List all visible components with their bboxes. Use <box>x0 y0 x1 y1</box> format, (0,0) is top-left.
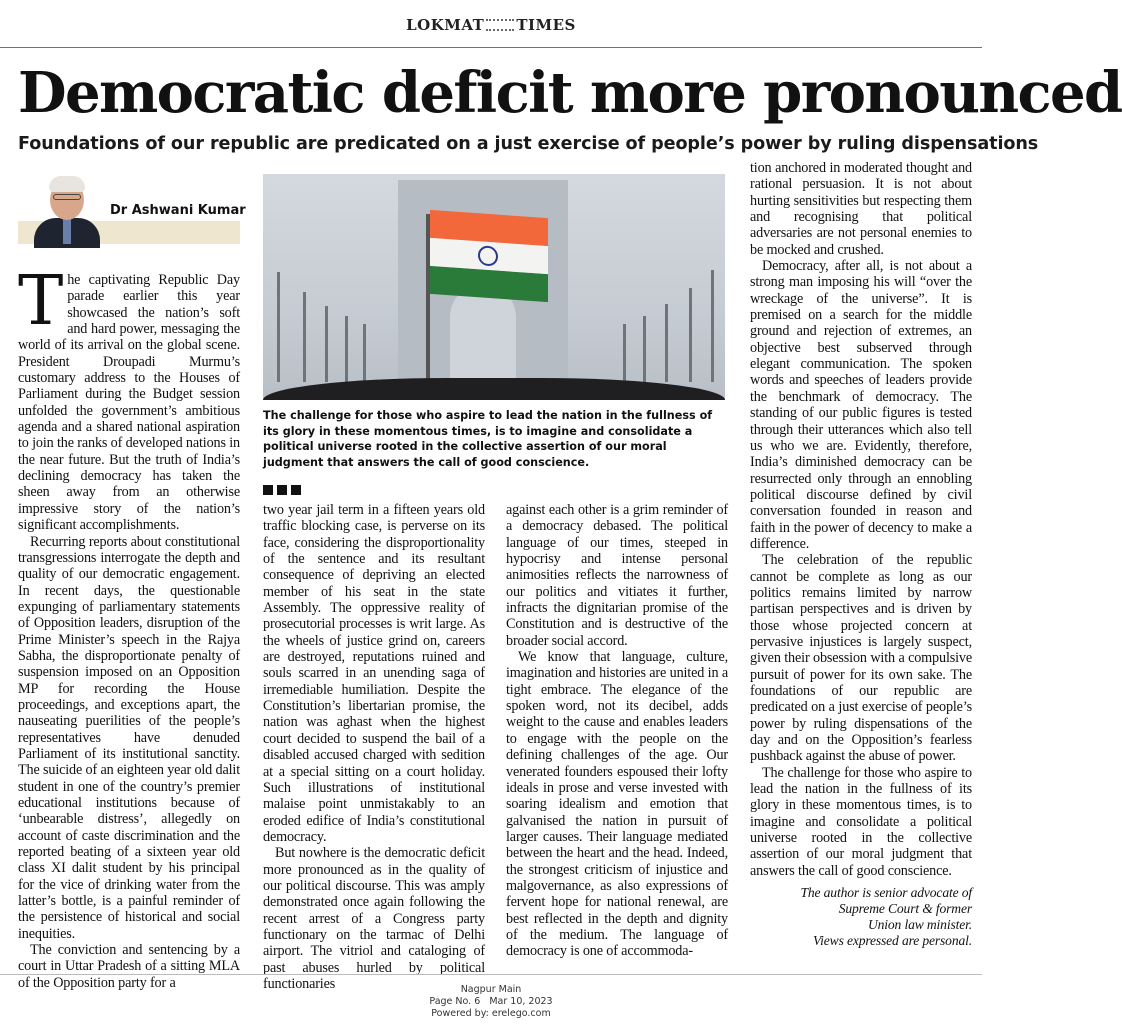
article-photo <box>263 174 725 400</box>
page-info: Page No. 6 Mar 10, 2023 <box>429 996 553 1007</box>
author-photo <box>32 174 102 244</box>
paragraph: The conviction and sentencing by a court in Uttar Pradesh of a sitting MLA of the Opposition party for a <box>18 942 240 991</box>
page-footer <box>0 984 982 1020</box>
paragraph: against each other is a grim reminder of a democracy debased. The political language of our times, steeped in hypocrisy and intense personal animosities reflects the narrowness of our politics and vitiates it further, infracts the dignitarian promise of the Constitution and is destructive of the broader social accord. <box>506 502 728 649</box>
article-column-4 <box>750 160 972 949</box>
powered-by-link[interactable]: Powered by: erelego.com <box>431 1008 551 1019</box>
paragraph: But nowhere is the democratic deficit more pronounced as in the quality of our political discourse. This was amply demonstrated once again following the recent arrest of a Congress party functionary on the tarmac of Delhi airport. The vitriol and cataloging of past abuses hurled by political functionaries <box>263 845 485 992</box>
article-column-2 <box>263 502 485 992</box>
byline <box>18 174 246 244</box>
headline: Democratic deficit more pronounced <box>18 60 1122 126</box>
newspaper-logo <box>0 16 982 34</box>
article-column-1 <box>18 262 240 991</box>
paragraph: The celebration of the republic cannot be complete as long as our politics remains limited by narrow partisan perspectives and is driven by those whose projected concern at pervasive injustices is largely suspect, given their obsession with a compulsive pursuit of power for its own sake. The foundations of our republic are predicated on a just exercise of people’s power by ruling dispensations of the day and on the Opposition’s fearless pushback against the abuse of power. <box>750 552 972 765</box>
paragraph: The challenge for those who aspire to lead the nation in the fullness of its glory in these momentous times, is to imagine and consolidate a political universe rooted in the collective assertion of our moral judgment that answers the call of good conscience. <box>750 764 972 879</box>
masthead <box>0 0 982 48</box>
paragraph: We know that language, culture, imagination and histories are united in a tight embrace. The elegance of the spoken word, not its decibel, adds weight to the cause and enables leaders to engage with the people on the defining challenges of the age. Our venerated founders espoused their lofty ideals in prose and verse invested with soaring idealism and emotion that galvanised the nation in pursuit of larger causes. Their language mediated between the heart and the head. Indeed, the strongest criticism of injustice and malgovernance, as also expressions of fervent hope for national renewal, are best reflected in the depth and dignity of the medium. The language of democracy is one of accommoda- <box>506 649 728 960</box>
logo-left: LOKMAT <box>406 16 485 34</box>
paragraph: Democracy, after all, is not about a strong man imposing his will “over the wreckage of the universe”. It is premised on a search for the middle ground and rejection of extremes, an objective best subserved through elegant communication. The spoken words and speeches of leaders provide the benchmark of democracy. The standing of our public figures is tested through their utterances which also tell us who we are. Evidently, therefore, India’s diminished democracy can be resurrected only through an ennobling political discourse defined by civil conversation founded in reason and faith in the power of decency to make a difference. <box>750 258 972 552</box>
logo-right: TIMES <box>516 16 576 34</box>
edition-name: Nagpur Main <box>460 984 522 995</box>
paragraph: Recurring reports about constitutional transgressions interrogate the depth and quality of our democratic engagement. In recent days, the questionable expunging of parliamentary statements of Opposition leaders, disruption of the Prime Minister’s speech in the Rajya Sabha, the disproportionate penalty of suspension imposed on an Opposition MP for recording the House proceedings, and exceptions apart, the nauseating puerilities of the people’s representatives have denuded Parliament of its institutional sanctity. The suicide of an eighteen year old dalit student in one of the country’s premier educational institutions because of ‘unbearable distress’, allegedly on account of caste discrimination and the reported beating of a sixteen year old class XI dalit student by his principal for the vice of drinking water from the latter’s bottle, is a painful reminder of the persistence of historical and social inequities. <box>18 533 240 942</box>
footer-divider <box>0 974 982 975</box>
section-marker <box>263 482 305 492</box>
paragraph: The captivating Republic Day parade earlier this year showcased the nation’s soft and hard power, messaging the world of its arrival on the global scene. President Droupadi Murmu’s customary address to the Houses of Parliament during the Budget session unfolded the government’s ambitious agenda and a shared national aspiration to join the ranks of developed nations in the near future. But the truth of India’s declining democracy has taken the sheen away from an otherwise impressive story of the nation’s significant accomplishments. <box>18 262 240 534</box>
indian-flag-icon <box>430 210 548 302</box>
drop-cap: T <box>18 262 64 341</box>
article-column-3 <box>506 502 728 960</box>
author-note: The author is senior advocate of Supreme Court & former Union law minister. Views expressed are personal. <box>800 885 972 949</box>
author-name: Dr Ashwani Kumar <box>110 203 246 218</box>
subheadline: Foundations of our republic are predicated on a just exercise of people’s power by ruling dispensations <box>18 134 1039 154</box>
logo-emblem-icon <box>486 19 514 31</box>
paragraph: two year jail term in a fifteen years old traffic blocking case, is perverse on its face, considering the disproportionality of the sentence and its resultant consequence of depriving an elected member of his seat in the state Assembly. The oppressive reality of prosecutorial processes is writ large. As the wheels of justice grind on, careers are destroyed, reputations ruined and souls scarred in an unending saga of irremediable humiliation. Despite the Constitution’s libertarian promise, the nation was aghast when the highest court decided to suspend the bail of a disabled accused charged with sedition at a special sitting on a court holiday. Such illustrations of institutional malaise point unmistakably to an eroded edifice of India’s constitutional democracy. <box>263 502 485 845</box>
crowd-silhouette <box>263 378 725 400</box>
photo-caption: The challenge for those who aspire to lead the nation in the fullness of its glory in these momentous times, is to imagine and consolidate a political universe rooted in the collective assertion of our moral judgment that answers the call of good conscience. <box>263 409 713 469</box>
paragraph: tion anchored in moderated thought and rational persuasion. It is not about hurting sensitivities but respecting them and recognising that political adversaries are not personal enemies to be mocked and crushed. <box>750 160 972 258</box>
